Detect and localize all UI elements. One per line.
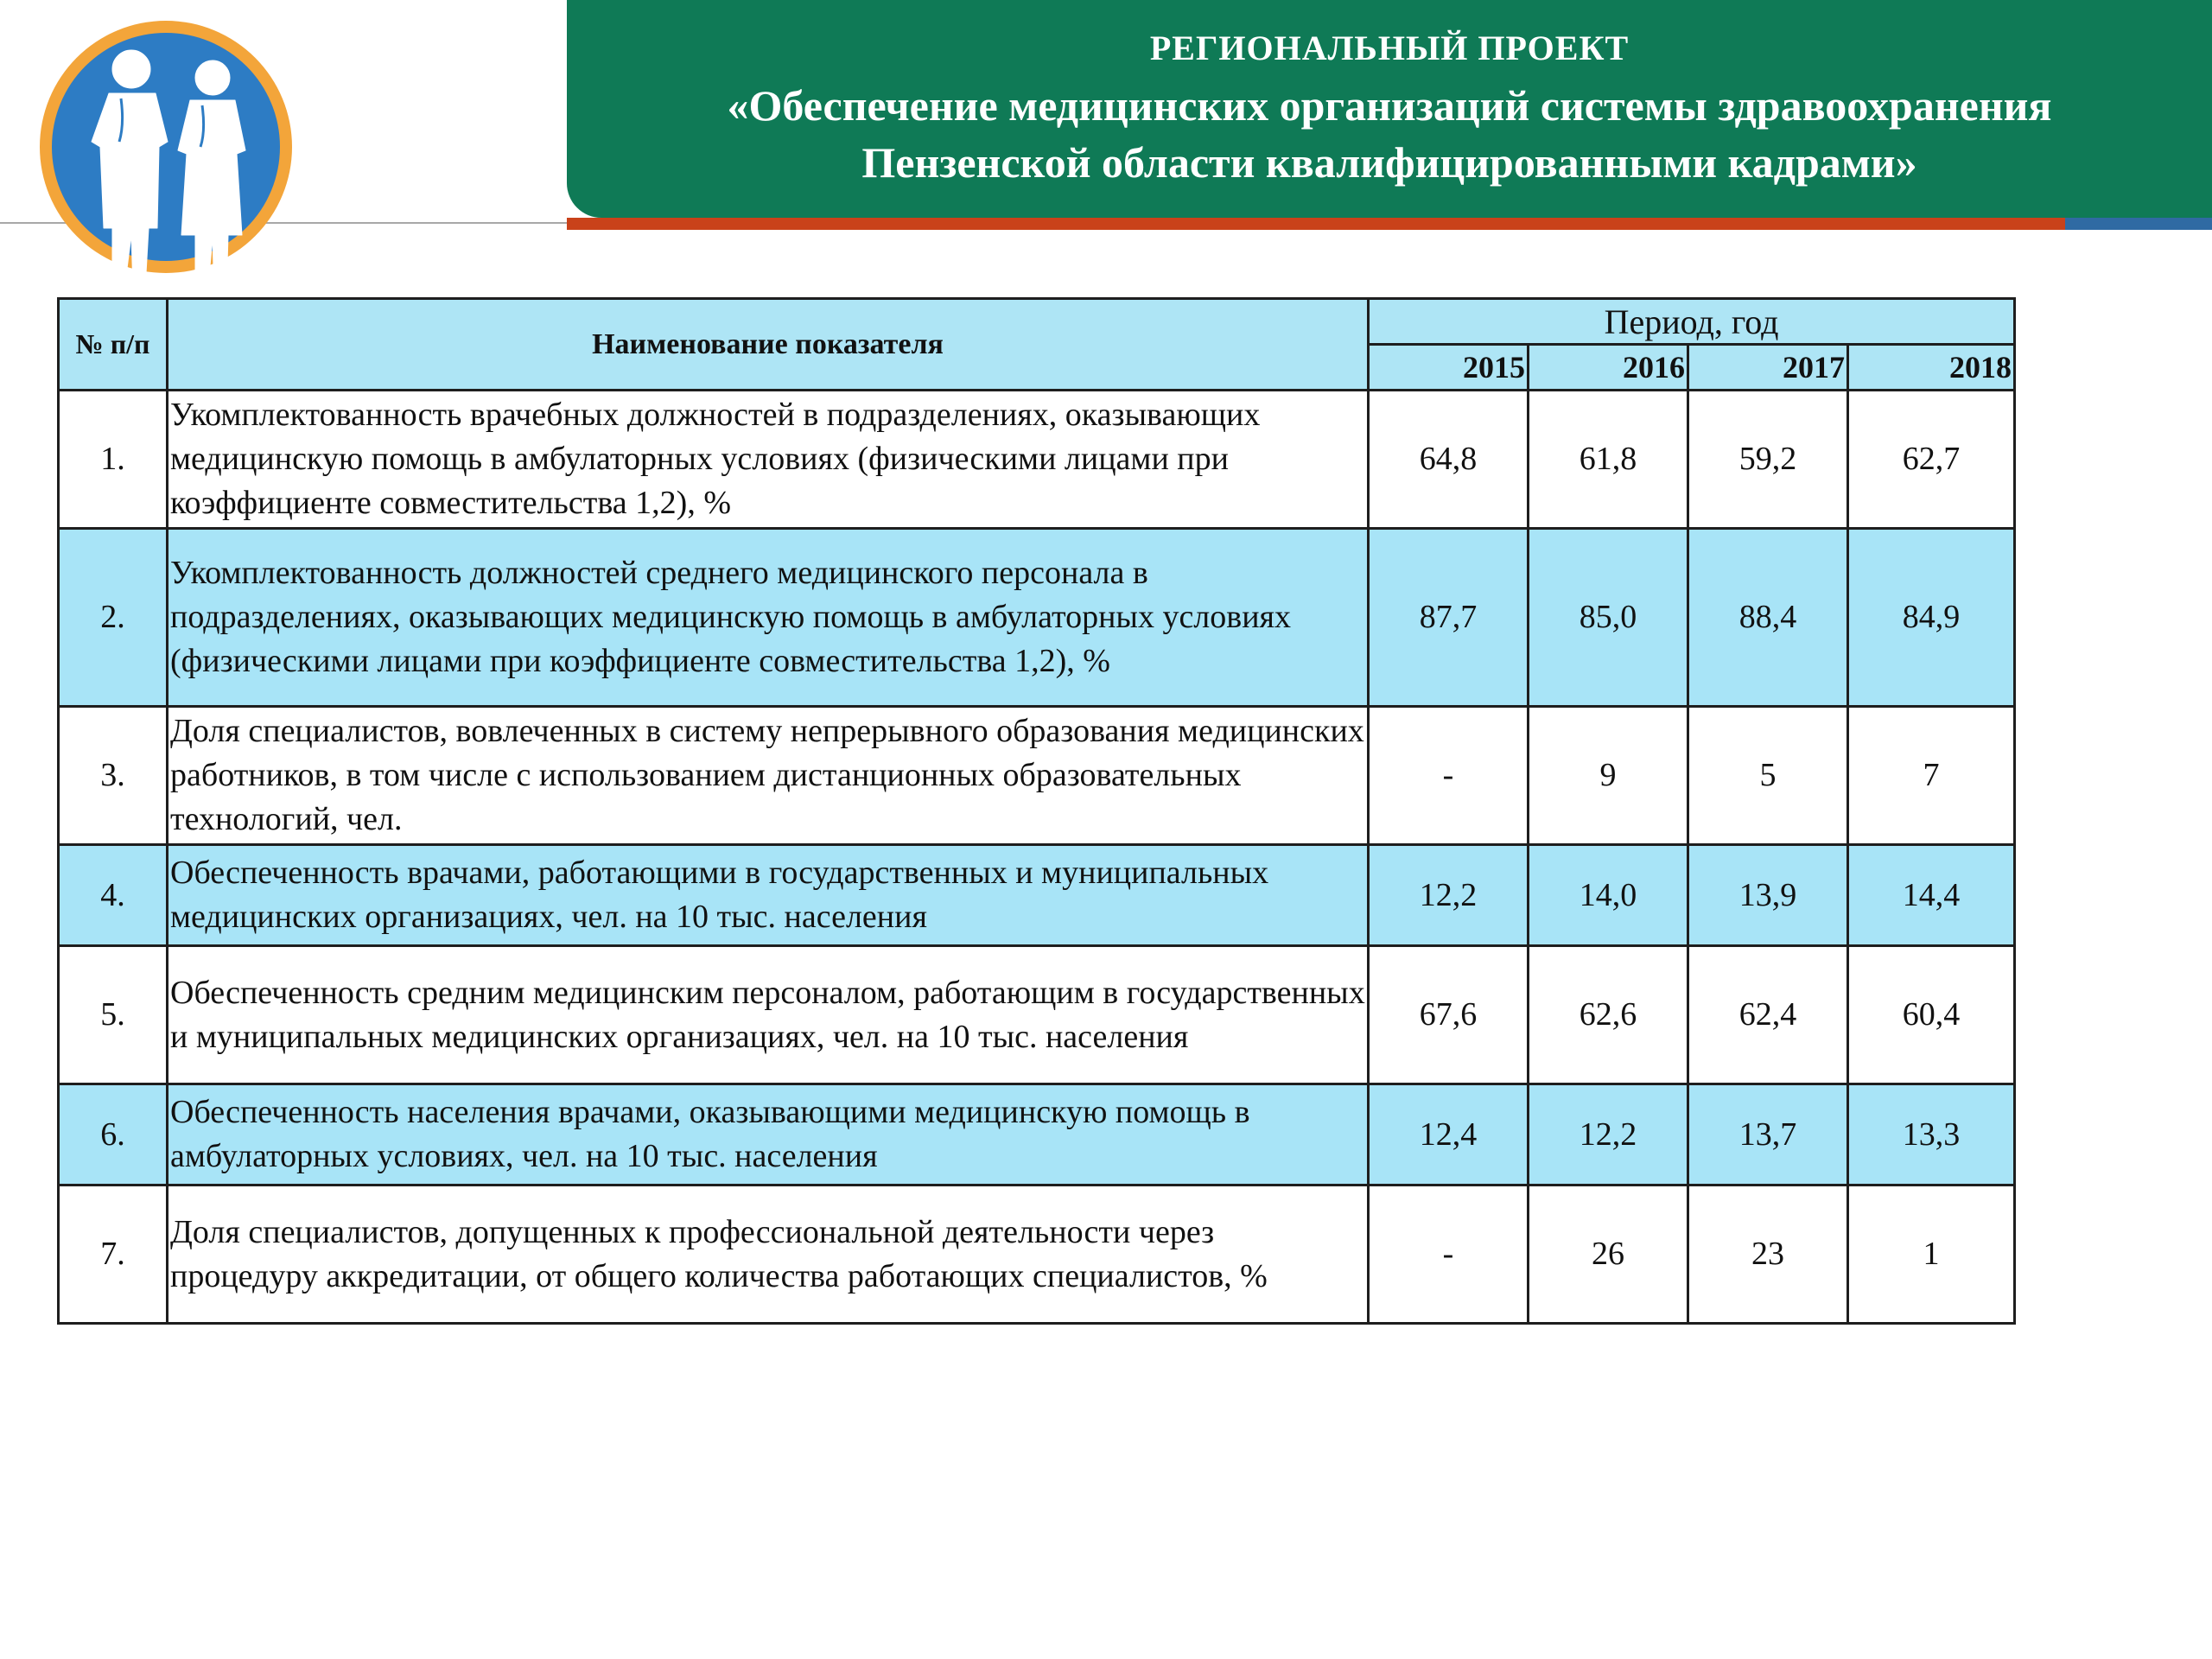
year-header: 2016 — [1529, 345, 1688, 391]
value-cell: 13,7 — [1688, 1084, 1848, 1185]
table-row — [59, 845, 2015, 946]
value-cell: 5 — [1688, 707, 1848, 845]
value-cell: 1 — [1848, 1185, 2015, 1324]
value-cell: 60,4 — [1848, 946, 2015, 1084]
value-cell: 9 — [1529, 707, 1688, 845]
value-cell: 12,2 — [1369, 845, 1529, 946]
value-cell: - — [1369, 1185, 1529, 1324]
value-cell: 23 — [1688, 1185, 1848, 1324]
table-row — [59, 1185, 2015, 1324]
indicators-table — [57, 297, 2016, 1325]
row-number: 5. — [59, 946, 168, 1084]
value-cell: 61,8 — [1529, 391, 1688, 529]
value-cell: 88,4 — [1688, 529, 1848, 707]
value-cell: 67,6 — [1369, 946, 1529, 1084]
row-number: 1. — [59, 391, 168, 529]
project-title-line2: Пензенской области квалифицированными кадрами» — [861, 137, 1917, 187]
value-cell: 14,4 — [1848, 845, 2015, 946]
column-header-period: Период, год — [1369, 299, 2015, 345]
value-cell: 87,7 — [1369, 529, 1529, 707]
indicator-name: Обеспеченность врачами, работающими в государственных и муниципальных медицинских организациях, чел. на 10 тыс. населения — [168, 845, 1369, 946]
value-cell: 7 — [1848, 707, 2015, 845]
value-cell: 12,4 — [1369, 1084, 1529, 1185]
table-row — [59, 707, 2015, 845]
table-header-row — [59, 299, 2015, 345]
value-cell: 26 — [1529, 1185, 1688, 1324]
banner-stripe-blue — [2065, 218, 2212, 230]
doctors-logo-icon — [29, 12, 306, 297]
value-cell: 84,9 — [1848, 529, 2015, 707]
value-cell: - — [1369, 707, 1529, 845]
column-header-indicator: Наименование показателя — [168, 299, 1369, 391]
banner-stripe-orange — [567, 218, 2065, 230]
banner-text — [567, 0, 2212, 218]
value-cell: 59,2 — [1688, 391, 1848, 529]
row-number: 6. — [59, 1084, 168, 1185]
year-header: 2018 — [1848, 345, 2015, 391]
row-number: 2. — [59, 529, 168, 707]
project-title-line1: «Обеспечение медицинских организаций системы здравоохранения — [727, 80, 2052, 130]
value-cell: 13,3 — [1848, 1084, 2015, 1185]
value-cell: 62,7 — [1848, 391, 2015, 529]
value-cell: 64,8 — [1369, 391, 1529, 529]
value-cell: 14,0 — [1529, 845, 1688, 946]
table-row — [59, 1084, 2015, 1185]
year-header: 2015 — [1369, 345, 1529, 391]
table-row — [59, 391, 2015, 529]
project-subtitle: РЕГИОНАЛЬНЫЙ ПРОЕКТ — [1149, 28, 1630, 67]
row-number: 7. — [59, 1185, 168, 1324]
table-row — [59, 946, 2015, 1084]
value-cell: 85,0 — [1529, 529, 1688, 707]
indicator-name: Доля специалистов, вовлеченных в систему непрерывного образования медицинских работников, в том числе с использованием дистанционных образовательных технологий, чел. — [168, 707, 1369, 845]
indicator-name: Обеспеченность средним медицинским персоналом, работающим в государственных и муниципальных медицинских организациях, чел. на 10 тыс. населения — [168, 946, 1369, 1084]
value-cell: 13,9 — [1688, 845, 1848, 946]
row-number: 4. — [59, 845, 168, 946]
year-header: 2017 — [1688, 345, 1848, 391]
row-number: 3. — [59, 707, 168, 845]
value-cell: 12,2 — [1529, 1084, 1688, 1185]
value-cell: 62,4 — [1688, 946, 1848, 1084]
table-row — [59, 529, 2015, 707]
value-cell: 62,6 — [1529, 946, 1688, 1084]
column-header-number: № п/п — [59, 299, 168, 391]
indicator-name: Укомплектованность врачебных должностей в подразделениях, оказывающих медицинскую помощь в амбулаторных условиях (физическими лицами при коэффициенте совместительства 1,2), % — [168, 391, 1369, 529]
indicator-name: Укомплектованность должностей среднего медицинского персонала в подразделениях, оказывающих медицинскую помощь в амбулаторных условиях (физическими лицами при коэффициенте совместительства 1,2), % — [168, 529, 1369, 707]
indicator-name: Обеспеченность населения врачами, оказывающими медицинскую помощь в амбулаторных условиях, чел. на 10 тыс. населения — [168, 1084, 1369, 1185]
indicator-name: Доля специалистов, допущенных к профессиональной деятельности через процедуру аккредитации, от общего количества работающих специалистов, % — [168, 1185, 1369, 1324]
